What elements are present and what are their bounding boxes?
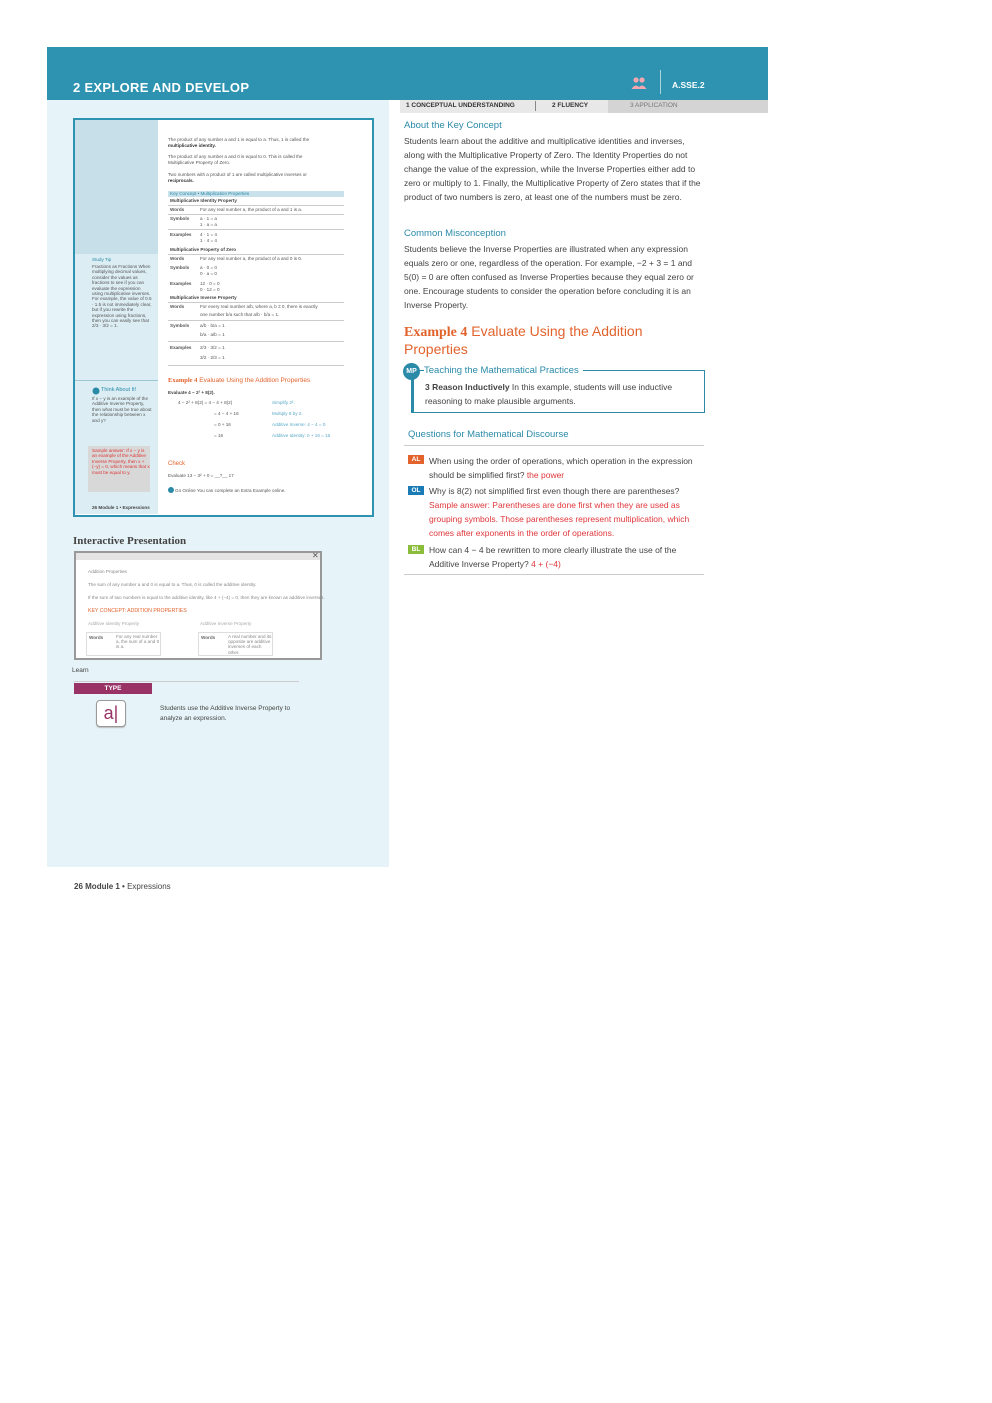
- example-label: Example 4: [404, 325, 468, 340]
- thumb-example-label: Example 4: [168, 377, 198, 384]
- thumb-row-text: a · 1 = a: [200, 216, 217, 221]
- discourse-heading: Questions for Mathematical Discourse: [408, 429, 569, 440]
- thumb-answer-text: Sample answer: If x − y is an example of the Additive Inverse Property, then x + (−y) = 0, which means that x must be equal to y.: [92, 448, 150, 475]
- thumb-intro-line: The product of any number a and 1 is equal to a. Thus, 1 is called the: [168, 137, 310, 142]
- thumb-row-text: For every real number a/b, where a, b ≠ 0, there is exactly: [200, 304, 318, 309]
- thumb-reason: Simplify 2².: [272, 400, 295, 405]
- thumb-property-title: Multiplicative Inverse Property: [170, 295, 237, 300]
- thumb-page-footer: 26 Module 1 • Expressions: [92, 505, 150, 510]
- interactive-cell-text: A real number and its opposite are additive inverses of each other.: [228, 634, 272, 655]
- thumb-row-text: 1 · a = a: [200, 222, 217, 227]
- interactive-screen-title: Addition Properties: [88, 569, 127, 574]
- tab-conceptual-understanding[interactable]: 1 CONCEPTUAL UNDERSTANDING: [406, 102, 515, 109]
- thumb-row-text: 3/2 · 2/3 = 1: [200, 355, 225, 360]
- thumb-row-label: Examples: [170, 232, 192, 237]
- type-label: TYPE: [104, 685, 122, 692]
- thumb-step: = 4 − 4 + 16: [214, 411, 239, 416]
- practice-name: 3 Reason Inductively: [425, 382, 510, 392]
- thumb-rule: [168, 365, 344, 366]
- thumb-row-text: For any real number a, the product of a and 0 is 0.: [200, 256, 303, 261]
- go-online-icon: [168, 487, 174, 493]
- thumb-intro-line: Multiplicative Property of Zero.: [168, 160, 231, 165]
- thumb-rule: [168, 229, 344, 230]
- learn-divider: [74, 681, 299, 682]
- lightbulb-icon: [92, 387, 100, 395]
- thumb-think-label: Think About It!: [101, 387, 137, 393]
- thumb-property-title: Multiplicative Property of Zero: [170, 247, 237, 252]
- discourse-bottom-rule: [404, 574, 704, 575]
- thumb-row-text: For any real number a, the product of a and 1 is a.: [200, 207, 303, 212]
- tab-divider: [535, 101, 536, 111]
- math-practices-text: [425, 380, 695, 408]
- thumb-row-label: Symbols: [170, 265, 190, 270]
- interactive-words-label: Words: [89, 635, 104, 640]
- discourse-question: [429, 543, 704, 571]
- thumb-check-text: Evaluate 13 − 3² + 0 = __?__ 17: [168, 473, 234, 478]
- level-badge-ol: OL: [408, 486, 424, 495]
- misconception-heading: Common Misconception: [404, 228, 506, 239]
- type-description: Students use the Additive Inverse Property to analyze an expression.: [160, 705, 291, 722]
- answer-text: 4 + (−4): [531, 559, 561, 569]
- thumb-evaluate: Evaluate 4 − 2² + 8(2).: [168, 390, 215, 395]
- thumb-example-title: Evaluate Using the Addition Properties: [199, 377, 311, 384]
- thumb-step: 4 − 2² + 8(2) = 4 − 4 + 8(2): [178, 400, 233, 405]
- example-4-heading: [404, 323, 704, 358]
- thumb-row-text: 0 · 12 = 0: [200, 287, 220, 292]
- thumb-row-label: Words: [170, 207, 185, 212]
- about-key-concept-body: Students learn about the additive and multiplicative identities and inverses, along with the Multiplicative Property of Zero. The Identity Properties do not change the value of the expression, while the Inverse Properties either add to zero or multiply to 1. Finally, the Multiplicative Property of Zero states that if the product of two numbers is zero, at least one of the numbers must be zero.: [404, 136, 701, 202]
- section-title: 2 EXPLORE AND DEVELOP: [73, 80, 250, 95]
- thumb-step: = 0 + 16: [214, 422, 231, 427]
- thumb-reason: Additive Inverse: 4 − 4 = 0: [272, 422, 326, 427]
- text-cursor-icon: a|: [103, 703, 119, 723]
- math-practices-heading: Teaching the Mathematical Practices: [424, 365, 583, 376]
- thumb-row-label: Examples: [170, 281, 192, 286]
- learn-label: Learn: [72, 667, 89, 674]
- thumb-property-title: Multiplicative Identity Property: [170, 198, 237, 203]
- module-name: Expressions: [127, 882, 171, 891]
- practice-description: In this example, students will use inductive reasoning to make plausible arguments.: [425, 382, 673, 406]
- thumb-rule: [168, 214, 344, 215]
- discourse-question: [429, 454, 704, 482]
- page-footer: [74, 882, 171, 891]
- standard-code: A.SSE.2: [672, 80, 705, 90]
- level-badge-bl: BL: [408, 545, 424, 554]
- misconception-body: Students believe the Inverse Properties are illustrated when any expression equals zero or one, regardless of the operation. For example, −2 + 3 = 1 and 5(0) = 0 are often confused as Inverse Properties because they equal zero or one. Encourage students to consider the operation before concluding it is an Inverse Property.: [404, 244, 694, 310]
- thumb-study-tip-label: Study Tip: [92, 257, 112, 262]
- thumb-row-text: 1 · 4 = 4: [200, 238, 217, 243]
- thumb-step: = 16: [214, 433, 224, 438]
- question-text: How can 4 − 4 be rewritten to more clearly illustrate the use of the Additive Inverse Property?: [429, 545, 677, 569]
- thumb-go-online: Go Online You can complete an Extra Example online.: [175, 488, 286, 493]
- thumb-intro-line: Two numbers with a product of 1 are called multiplicative inverses or: [168, 172, 307, 177]
- discourse-divider: [404, 445, 704, 446]
- about-key-concept-heading: About the Key Concept: [404, 120, 502, 131]
- thumb-row-text: b/a · a/b = 1: [200, 332, 225, 337]
- header-divider: [660, 70, 661, 94]
- interactive-line: If the sum of two numbers is equal to the additive identity, like 4 + (−4) = 0, then they are known as additive inverses.: [88, 595, 325, 600]
- thumb-rule: [168, 341, 344, 342]
- interactive-presentation-title: Interactive Presentation: [73, 535, 187, 547]
- thumb-row-text: 4 · 1 = 4: [200, 232, 217, 237]
- math-practices-icon: MP: [403, 363, 420, 380]
- thumb-sidebar-rule: [75, 380, 158, 381]
- close-icon[interactable]: ✕: [312, 551, 319, 560]
- thumb-rule: [168, 302, 344, 303]
- thumb-row-text: 12 · 0 = 0: [200, 281, 220, 286]
- tab-application[interactable]: 3 APPLICATION: [630, 102, 678, 109]
- question-text: When using the order of operations, which operation in the expression should be simplified first?: [429, 456, 693, 480]
- thumb-rule: [168, 205, 344, 206]
- interactive-titlebar: [76, 553, 320, 560]
- thumb-row-text: 2/3 · 3/2 = 1: [200, 345, 225, 350]
- interactive-key-concept: KEY CONCEPT: ADDITION PROPERTIES: [88, 608, 187, 614]
- thumb-row-text: one number b/a such that a/b · b/a = 1.: [200, 312, 280, 317]
- thumb-row-text: a · 0 = 0: [200, 265, 217, 270]
- thumb-rule: [168, 320, 344, 321]
- interactive-words-label: Words: [201, 635, 216, 640]
- group-icon: [631, 76, 647, 90]
- thumb-rule: [168, 254, 344, 255]
- thumb-think-text: If x − y is an example of the Additive Inverse Property, then what must be true about the relationship between x and y?: [92, 396, 152, 423]
- thumb-intro-line: reciprocals.: [168, 178, 194, 183]
- example-title: Evaluate Using the Addition Properties: [404, 323, 643, 357]
- thumb-example-heading: [168, 377, 310, 385]
- interactive-cell-text: For any real number a, the sum of a and 0 is a.: [116, 634, 160, 650]
- thumb-reason: Additive Identity: 0 + 16 = 16: [272, 433, 331, 438]
- thumb-row-label: Words: [170, 256, 185, 261]
- thumb-row-label: Examples: [170, 345, 192, 350]
- thumb-row-text: a/b · b/a = 1: [200, 323, 225, 328]
- discourse-question: [429, 484, 704, 540]
- thumb-row-label: Symbols: [170, 216, 190, 221]
- interactive-col-header: Additive Identity Property: [88, 621, 140, 626]
- thumb-intro-line: multiplicative identity.: [168, 143, 216, 148]
- thumb-row-text: 0 · a = 0: [200, 271, 217, 276]
- thumbnail-sidebar-top: [75, 120, 158, 254]
- thumb-intro-line: The product of any number a and 0 is equal to 0. This is called the: [168, 154, 303, 159]
- answer-text: Sample answer: Parentheses are done first when they are used as grouping symbols. Those parentheses represent multiplication, which comes after exponents in the order of operations.: [429, 500, 690, 538]
- thumb-row-label: Words: [170, 304, 185, 309]
- thumb-key-concept-title: Key Concept • Multiplication Properties: [170, 191, 250, 196]
- thumb-row-label: Symbols: [170, 323, 190, 328]
- page-number: 26: [74, 882, 83, 891]
- level-badge-al: AL: [408, 455, 424, 464]
- question-text: Why is 8(2) not simplified first even though there are parentheses?: [429, 486, 680, 496]
- interactive-line: The sum of any number a and 0 is equal to a. Thus, 0 is called the additive identity.: [88, 582, 257, 587]
- answer-text: the power: [526, 470, 565, 480]
- interactive-col-header: Additive Inverse Property: [200, 621, 252, 626]
- thumb-study-tip-text: Fractions as Fractions When multiplying decimal values, consider the values as fractions to see if you can evaluate the expression using multiplicative inverses. For example, the value of 0.5 · 1.5 is not immediately clear, but if you rewrite the expression using fractions, then you can easily see that 2/3 · 3/2 = 1.: [92, 264, 152, 329]
- thumb-check-label: Check: [168, 461, 186, 467]
- thumb-reason: Multiply 8 by 2.: [272, 411, 303, 416]
- tab-fluency[interactable]: 2 FLUENCY: [552, 102, 589, 109]
- module-label: Module 1 •: [85, 882, 125, 891]
